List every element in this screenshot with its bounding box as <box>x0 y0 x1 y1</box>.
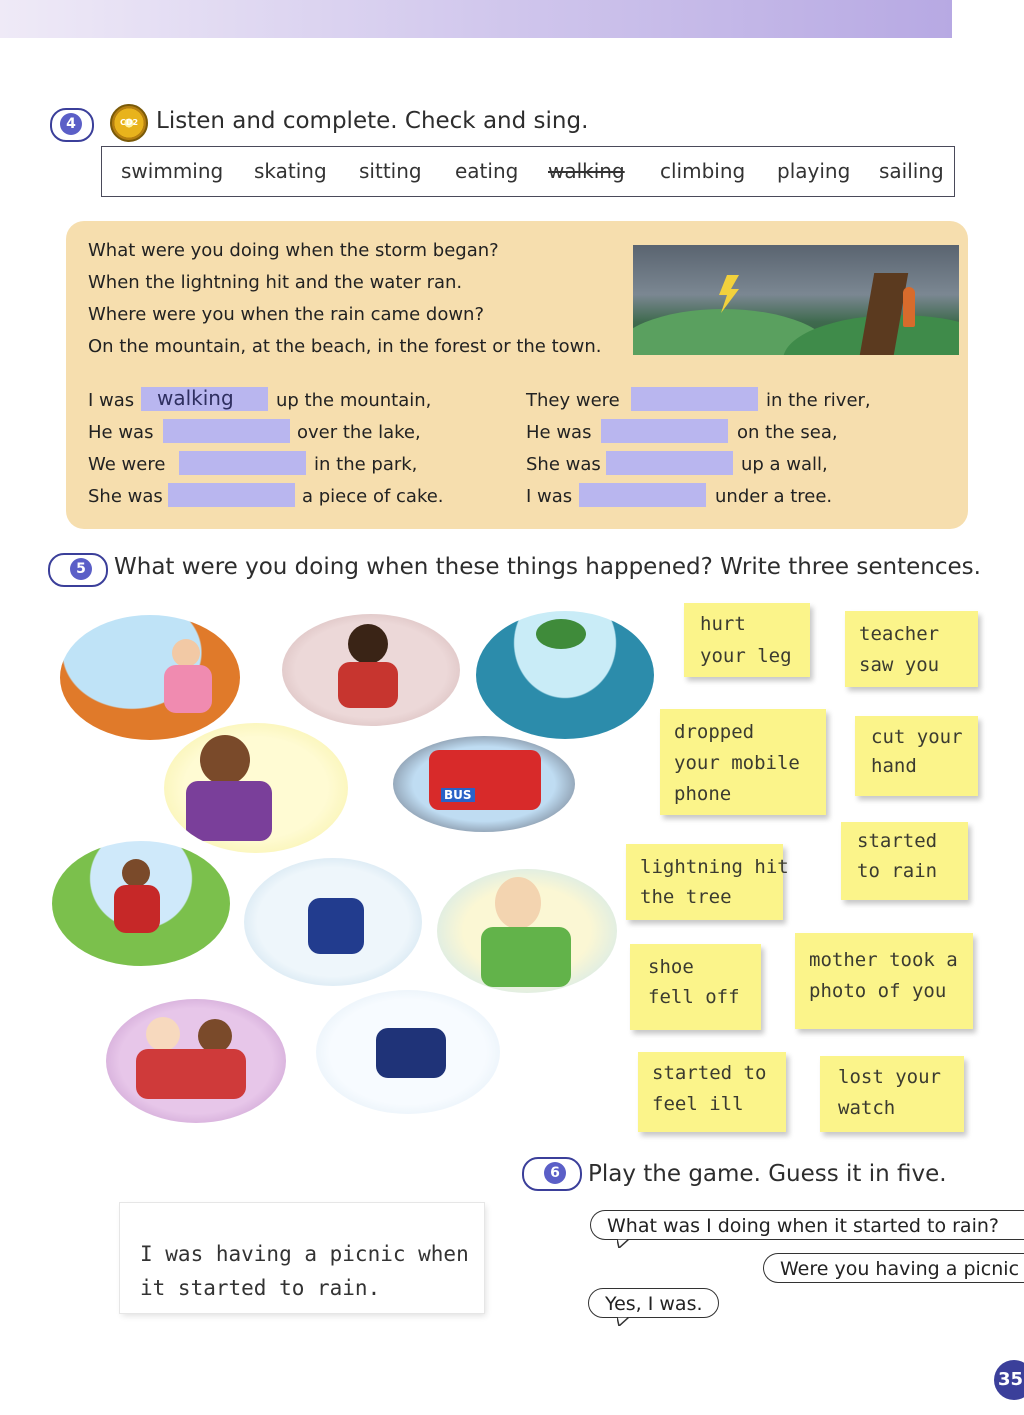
bubble-text: What was I doing when it started to rain? <box>607 1215 999 1237</box>
sticky-note-mother-took-a-photo <box>795 933 973 1029</box>
note-line: lost your <box>838 1066 941 1088</box>
card-line-2: it started to rain. <box>140 1276 381 1300</box>
speech-bubble-question <box>590 1210 1024 1240</box>
note-line: started <box>857 830 938 852</box>
sticky-note-started-to-feel-ill <box>638 1052 786 1132</box>
example-card <box>120 1203 484 1313</box>
sticky-note-teacher-saw-you <box>845 611 978 687</box>
word-skating: skating <box>254 159 327 183</box>
fill-left-4-post: a piece of cake. <box>302 486 444 507</box>
fill-left-2-post: over the lake, <box>297 422 421 443</box>
blank-right-4[interactable] <box>579 483 706 507</box>
song-line-2: When the lightning hit and the water ran. <box>88 272 463 293</box>
blank-right-1[interactable] <box>631 387 758 411</box>
bus-illustration <box>393 736 575 832</box>
fill-right-3-post: up a wall, <box>741 454 828 475</box>
exercise-6-instruction: Play the game. Guess it in five. <box>588 1161 947 1187</box>
song-line-1: What were you doing when the storm began? <box>88 240 499 261</box>
bubble-text: Were you having a picnic <box>780 1258 1020 1280</box>
note-line: photo of you <box>809 980 947 1002</box>
blank-left-1[interactable] <box>141 387 268 411</box>
top-header-band <box>0 0 952 38</box>
sledging-illustration <box>316 990 500 1114</box>
lightning-icon <box>717 275 741 313</box>
blank-left-2[interactable] <box>163 419 290 443</box>
fill-left-1-pre: I was <box>88 390 135 411</box>
note-line: the tree <box>640 886 732 908</box>
note-line: your leg <box>700 645 792 667</box>
bubble-tail-icon <box>617 1317 629 1326</box>
exercise-4-number: 4 <box>60 113 82 135</box>
fill-right-1-post: in the river, <box>766 390 871 411</box>
exercise-6-number-badge <box>522 1157 582 1191</box>
fill-right-1-pre: They were <box>526 390 620 411</box>
sticky-note-started-to-rain <box>841 822 968 900</box>
song-line-4: On the mountain, at the beach, in the forest or the town. <box>88 336 602 357</box>
note-line: hand <box>871 755 917 777</box>
sticky-note-shoe-fell-off <box>630 944 761 1030</box>
note-line: started to <box>652 1062 767 1084</box>
blank-right-3[interactable] <box>606 451 733 475</box>
note-line: mother took a <box>809 949 958 971</box>
word-swimming: swimming <box>121 159 224 183</box>
cd-label: CD2 <box>119 118 139 127</box>
speech-bubble-guess <box>763 1253 1024 1283</box>
note-line: dropped <box>674 721 755 743</box>
blank-left-4[interactable] <box>168 483 295 507</box>
note-line: your mobile <box>674 752 800 774</box>
fill-right-2-post: on the sea, <box>737 422 838 443</box>
sticky-note-lightning-hit-the-tree <box>626 844 789 920</box>
fill-right-4-post: under a tree. <box>715 486 833 507</box>
exercise-5-instruction: What were you doing when these things happened? Write three sentences. <box>114 554 981 580</box>
fill-left-2-pre: He was <box>88 422 154 443</box>
page-number-badge: 35 <box>994 1360 1024 1400</box>
cutting-paper-illustration <box>164 723 348 853</box>
writing-illustration <box>106 999 286 1123</box>
note-line: hurt <box>700 613 746 635</box>
bus-sign: BUS <box>441 788 475 802</box>
note-line: feel ill <box>652 1093 744 1115</box>
word-sitting: sitting <box>359 159 422 183</box>
bubble-tail-icon <box>617 1239 629 1248</box>
skiing-illustration <box>244 858 422 986</box>
exercise-5-number: 5 <box>70 558 92 580</box>
fill-right-4-pre: I was <box>526 486 573 507</box>
card-line-1: I was having a picnic when <box>140 1242 469 1266</box>
word-walking-crossed-out: walking <box>548 159 625 183</box>
blank-left-3[interactable] <box>179 451 306 475</box>
blank-right-2[interactable] <box>601 419 728 443</box>
exercise-4-number-badge <box>50 108 94 142</box>
fill-right-3-pre: She was <box>526 454 601 475</box>
picnic-illustration <box>60 615 240 740</box>
sticky-note-cut-your-hand <box>855 716 978 796</box>
speech-bubble-answer <box>588 1288 719 1318</box>
football-illustration <box>52 841 230 966</box>
note-line: saw you <box>859 654 940 676</box>
fill-left-4-pre: She was <box>88 486 163 507</box>
fill-left-3-post: in the park, <box>314 454 418 475</box>
fill-left-3-pre: We were <box>88 454 166 475</box>
sticky-note-hurt-your-leg <box>684 603 810 677</box>
river-illustration <box>476 611 654 739</box>
note-line: lightning hit <box>640 856 789 878</box>
exercise-6-number: 6 <box>544 1162 566 1184</box>
note-line: watch <box>838 1097 896 1119</box>
note-line: teacher <box>859 623 940 645</box>
song-line-3: Where were you when the rain came down? <box>88 304 485 325</box>
word-eating: eating <box>455 159 519 183</box>
sticky-note-lost-your-watch <box>820 1056 964 1132</box>
exercise-5-number-badge <box>48 553 108 587</box>
bubble-text: Yes, I was. <box>605 1293 703 1315</box>
cd-audio-icon[interactable] <box>110 104 148 142</box>
sticky-note-dropped-your-mobile-phone <box>660 709 826 815</box>
exercise-4-instruction: Listen and complete. Check and sing. <box>156 108 589 134</box>
word-playing: playing <box>777 159 851 183</box>
blank-answer: walking <box>157 386 234 410</box>
classroom-illustration <box>282 614 460 726</box>
note-line: fell off <box>648 986 740 1008</box>
storm-illustration <box>633 245 959 355</box>
word-climbing: climbing <box>660 159 746 183</box>
cutting-bread-illustration <box>437 869 617 993</box>
fill-left-1-post: up the mountain, <box>276 390 432 411</box>
note-line: cut your <box>871 726 963 748</box>
note-line: shoe <box>648 956 694 978</box>
word-sailing: sailing <box>879 159 944 183</box>
word-box <box>101 146 955 197</box>
note-line: to rain <box>857 860 938 882</box>
fill-right-2-pre: He was <box>526 422 592 443</box>
note-line: phone <box>674 783 732 805</box>
